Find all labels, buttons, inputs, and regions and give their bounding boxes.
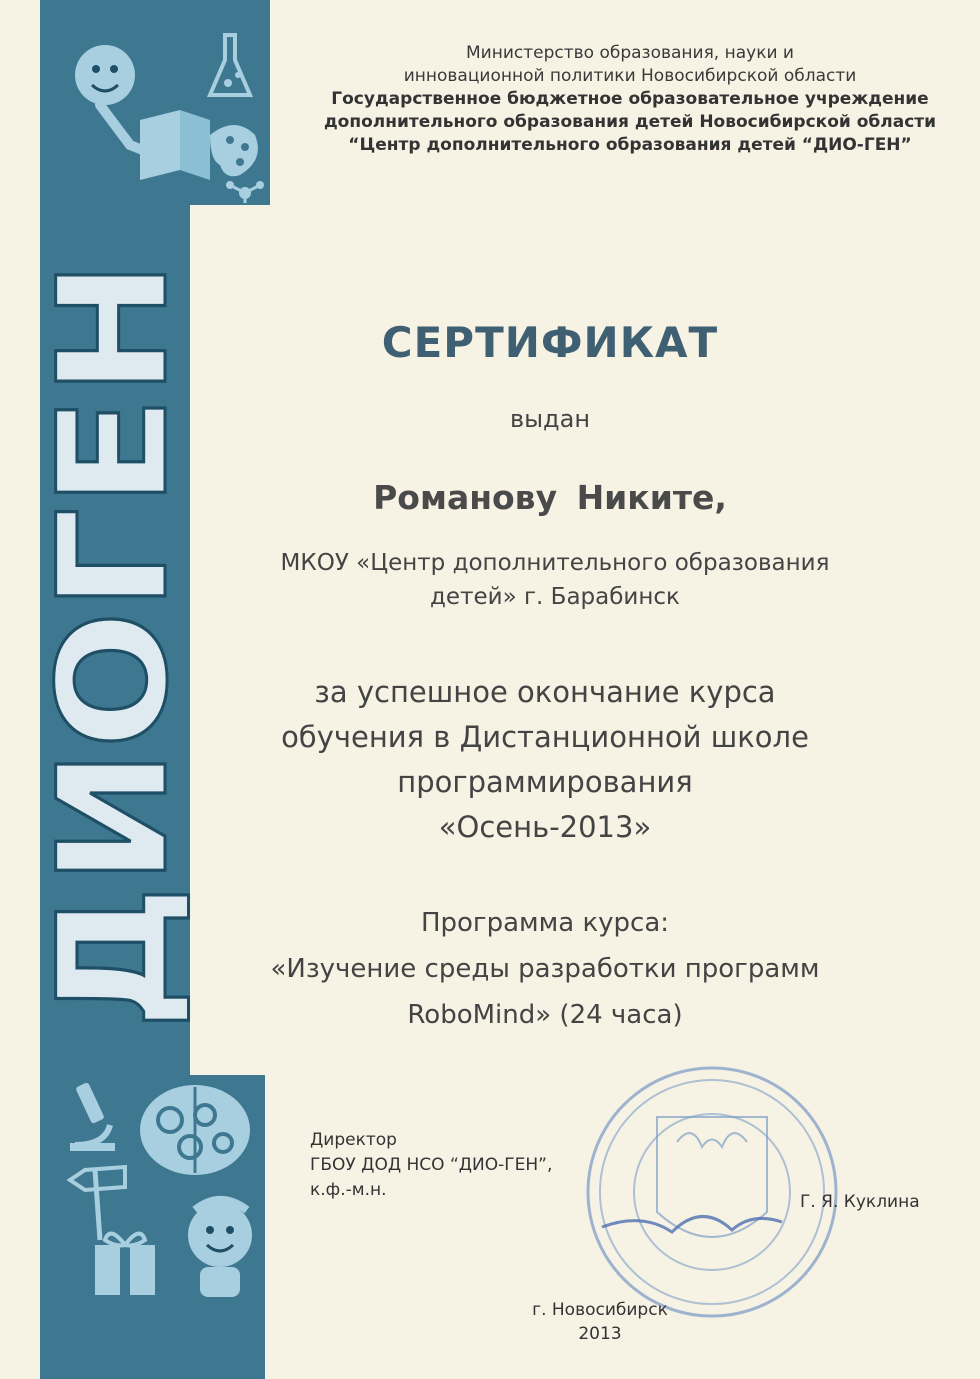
ministry-line-2: инновационной политики Новосибирской области: [403, 66, 857, 86]
reason-line-4: «Осень-2013»: [438, 810, 652, 844]
microscope-icon: [70, 1082, 115, 1151]
top-illustration: [60, 25, 270, 205]
signer-block: [310, 1128, 610, 1203]
program-line-1: Программа курса:: [420, 908, 670, 938]
reason-line-2: обучения в Дистанционной школе: [281, 720, 809, 754]
certificate-title: СЕРТИФИКАТ: [381, 318, 719, 367]
signer-name: Г. Я. Куклина: [800, 1192, 920, 1212]
issued-label: выдан: [509, 405, 591, 433]
girl-icon: [188, 1200, 252, 1297]
brain-gears-icon: [140, 1085, 250, 1175]
institution-line-2: дополнительного образования детей Новосибирской области: [323, 112, 937, 132]
organization-line-1: МКОУ «Центр дополнительного образования: [280, 550, 830, 576]
reason-line-1: за успешное окончание курса: [314, 675, 776, 709]
logo-text: ДИОГЕН: [27, 319, 201, 1030]
book-icon: [140, 110, 210, 180]
palette-icon: [210, 125, 258, 176]
city: г. Новосибирск: [532, 1300, 668, 1320]
program-line-2: «Изучение среды разработки программ: [270, 954, 820, 984]
award-reason: [200, 670, 890, 850]
course-program: [200, 900, 890, 1038]
ministry-line-1: Министерство образования, науки и: [466, 43, 794, 63]
signer-institution: ГБОУ ДОД НСО “ДИО-ГЕН”,: [310, 1155, 553, 1175]
diogen-logo: [27, 230, 201, 1050]
institution-line-1: Государственное бюджетное образовательное учреждение: [331, 89, 929, 109]
signature-stroke: [602, 1216, 782, 1232]
place-and-year: [480, 1298, 720, 1346]
molecule-icon: [226, 181, 264, 203]
organization-line-2: детей» г. Барабинск: [430, 584, 680, 610]
signer-degree: к.ф.-м.н.: [310, 1180, 387, 1200]
recipient-name: Романову Никите,: [373, 478, 727, 517]
signpost-icon: [70, 1167, 125, 1240]
year: 2013: [578, 1324, 622, 1344]
bottom-illustration: [55, 1075, 270, 1305]
institution-line-3: “Центр дополнительного образования детей “ДИО-ГЕН”: [348, 135, 912, 155]
program-line-3: RoboMind» (24 часа): [407, 1000, 683, 1030]
reason-line-3: программирования: [397, 765, 693, 799]
signer-position: Директор: [310, 1130, 397, 1150]
gift-icon: [95, 1234, 155, 1295]
flask-icon: [210, 35, 250, 95]
issuer-header: [320, 42, 940, 157]
recipient-organization: [215, 546, 895, 614]
